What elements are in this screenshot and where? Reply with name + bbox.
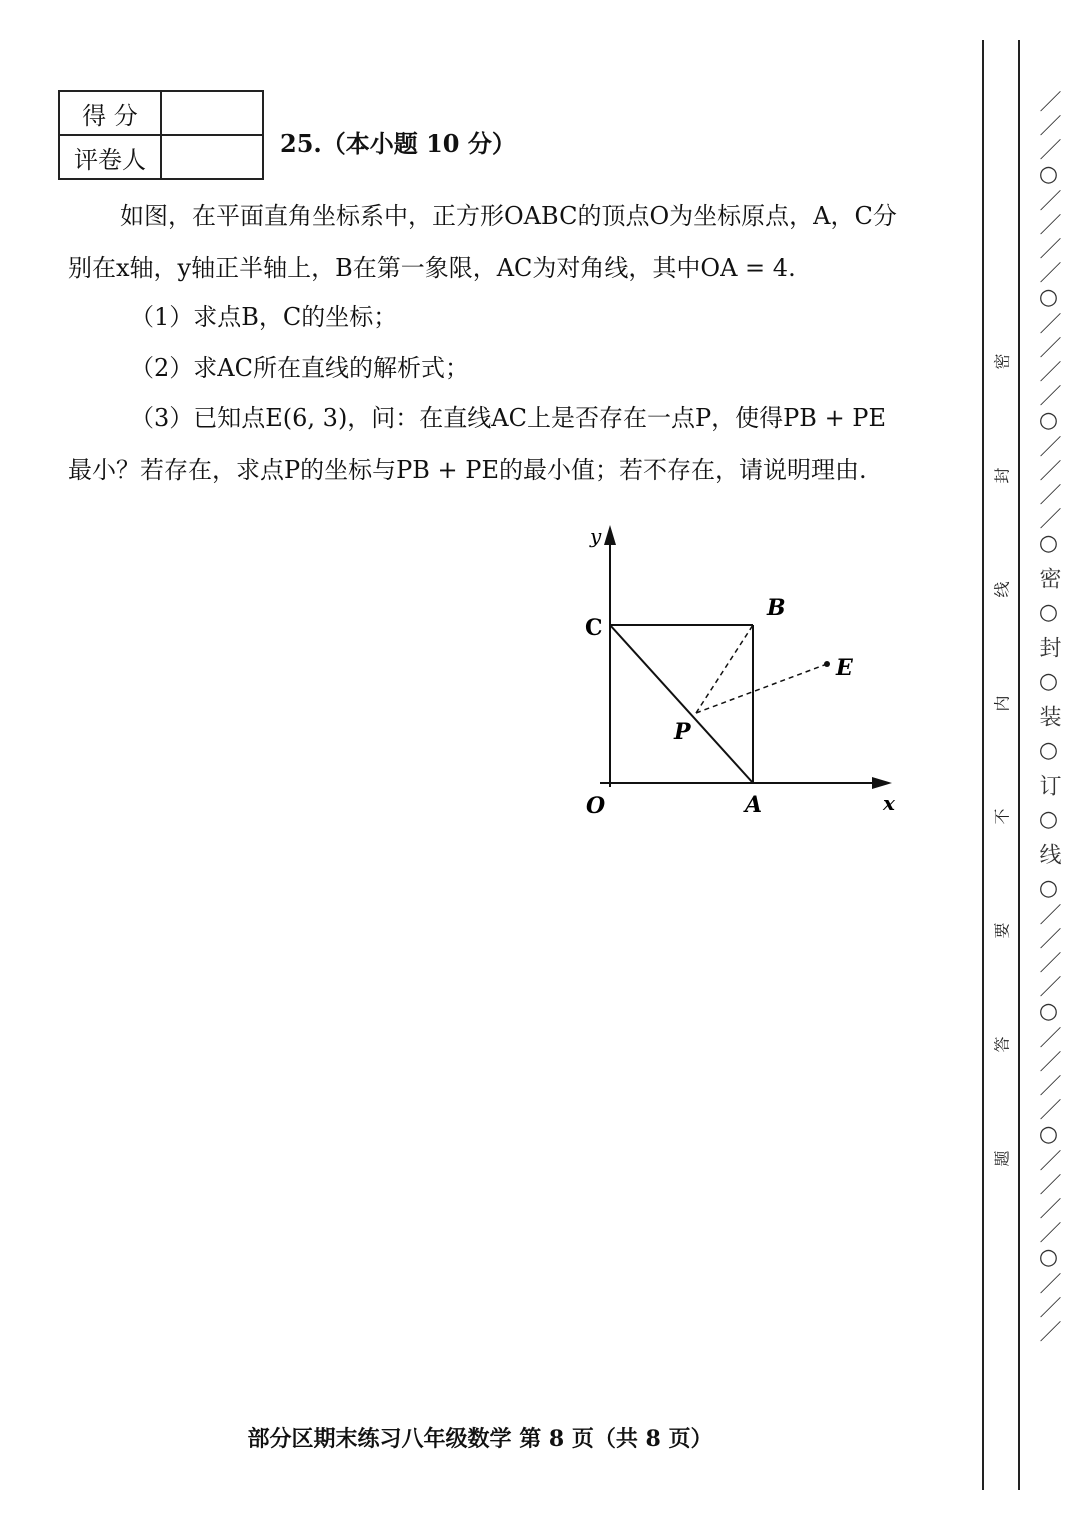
seal-char: 要 <box>992 922 1012 939</box>
label-B: B <box>767 595 786 621</box>
question-intro: 如图，在平面直角坐标系中，正方形OABC的顶点O为坐标原点，A，C分别在x轴，y轴正半轴上，B在第一象限，AC为对角线，其中OA = 4. <box>68 202 897 282</box>
dashed-PB <box>696 625 753 713</box>
label-P: P <box>674 719 691 745</box>
x-axis-label: x <box>883 791 895 815</box>
seal-line-strip: ／／／○／／／／○／／／／○／／／／○ 密 ○ 封 ○ 装 ○ 订 ○ 线 ○／／／／○／／／／○／／／／○／／／ <box>1036 90 1061 1344</box>
binding-line-outer <box>982 40 984 1490</box>
question-part-2: （2）求AC所在直线的解析式； <box>130 354 469 382</box>
question-part-3: （3）已知点E(6, 3)，问：在直线AC上是否存在一点P，使得PB + PE最小？若存在，求点P的坐标与PB + PE的最小值；若不存在，请说明理由. <box>68 404 886 484</box>
label-C: C <box>585 615 603 641</box>
grader-value-cell <box>161 135 263 179</box>
seal-char: 线 <box>992 581 1012 598</box>
seal-char: 不 <box>992 808 1012 825</box>
seal-char: 答 <box>992 1036 1012 1053</box>
label-O: O <box>586 793 606 819</box>
dashed-PE <box>696 664 827 713</box>
y-axis-arrow <box>604 525 616 545</box>
geometry-figure <box>560 515 920 825</box>
binding-line-inner <box>1018 40 1020 1490</box>
label-A: A <box>745 792 763 818</box>
seal-char: 密 <box>992 353 1012 370</box>
grader-label: 评卷人 <box>59 135 161 179</box>
question-number-header: 25.（本小题 10 分） <box>280 129 516 158</box>
page-footer: 部分区期末练习八年级数学 第 8 页（共 8 页） <box>247 1426 713 1452</box>
x-axis-arrow <box>872 777 892 789</box>
seal-char: 题 <box>992 1150 1012 1167</box>
seal-char: 封 <box>992 467 1012 484</box>
score-label: 得 分 <box>59 91 161 135</box>
seal-char: 内 <box>992 695 1012 712</box>
question-part-1: （1）求点B，C的坐标； <box>130 303 398 331</box>
point-E-dot <box>824 661 830 667</box>
score-value-cell <box>161 91 263 135</box>
score-table <box>58 90 264 180</box>
y-axis-label: y <box>590 524 602 548</box>
seal-notice-column <box>986 350 1016 1170</box>
diagonal-AC <box>610 625 753 783</box>
label-E: E <box>836 655 853 681</box>
